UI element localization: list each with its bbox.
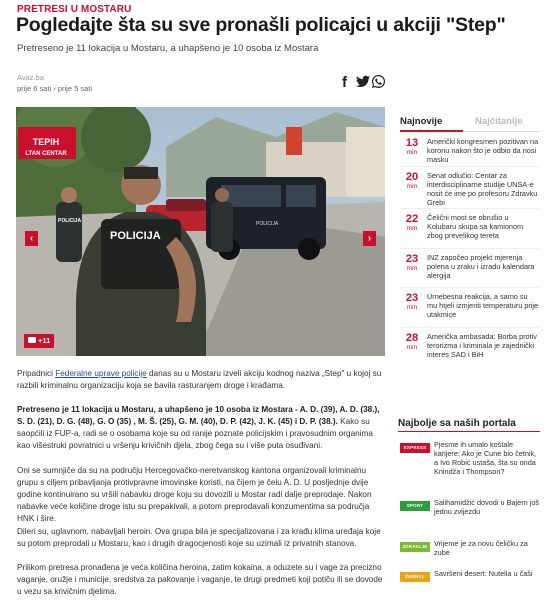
news-time: 13 min bbox=[405, 137, 419, 156]
portals-divider bbox=[398, 431, 540, 432]
portal-title[interactable]: Pjesme ih umalo koštale karijere: Ako je Cune bio četnik, a Ivo Robić ustaša, šta su onda Knindža i Thompson? bbox=[434, 440, 537, 476]
news-time: 28 min bbox=[405, 332, 419, 351]
news-time: 22 min bbox=[405, 213, 419, 232]
article-paragraph-4: Dileri su, uglavnom, nabavljali heroin. Ova grupa bila je specijalizovana i za krađu klima uređaja koje su potom preprodali u Mostaru, kao i drugih dragocjenosti koje su uzimali iz privatnih stanova. bbox=[17, 527, 381, 548]
news-title[interactable]: INZ započeo projekt mjerenja polena u zraku i izradu kalendara alergija bbox=[427, 253, 535, 280]
twitter-icon bbox=[356, 75, 370, 88]
article-paragraph-5: Prilikom pretresa pronađena je veća količina heroina, zatim kokaina, a oduzete su i vage za precizno vaganje, oružje i municije, sredstva za pakovanje i vaganje, te drugi predmeti koji potiču ili se dovode u vezu sa krivičnim djelima. bbox=[17, 563, 383, 596]
sidebar-tabs bbox=[400, 115, 540, 132]
photo-next-button[interactable]: › bbox=[363, 231, 376, 246]
news-title[interactable]: Čelični most se obrušio u Kolubaru skupa sa kamionom zbog prevelikog tereta bbox=[427, 213, 524, 240]
gallery-count-badge[interactable] bbox=[24, 334, 54, 348]
latest-news-list bbox=[400, 136, 540, 369]
portal-item-sport[interactable] bbox=[400, 498, 542, 531]
article-headline: Pogledajte šta su sve pronašli policajci u akciji "Step" bbox=[16, 14, 506, 36]
portal-item-zdravlje[interactable] bbox=[400, 539, 542, 572]
photo-prev-button[interactable]: ‹ bbox=[25, 231, 38, 246]
tab-most-read[interactable]: Najčitanije bbox=[475, 116, 523, 127]
whatsapp-share-button[interactable] bbox=[372, 75, 385, 88]
portals-heading: Najbolje sa naših portala bbox=[398, 418, 516, 429]
news-item[interactable] bbox=[400, 170, 540, 209]
news-item[interactable] bbox=[400, 252, 540, 288]
van-police-label: POLICIJA bbox=[256, 221, 279, 227]
article-paragraph-2: Pretreseno je 11 lokacija u Mostaru, a uhapšeno je 10 osoba iz Mostara - A. D. (39), A. D. (38.), S. D. (21), D. G. (48), G. O (35) , M. Š. (25), G. M. (40), D. P. (42), J. K. (45) i D. P. (38.). Kako su saopćili iz FUP-a, radi se o osobama koje su od ranije poznate policijskim i pravosudnim organima kao višestruki povratnici u vršenju krivičnih djela, zbog čega su i više puta osuđivani. bbox=[17, 405, 380, 450]
news-item[interactable] bbox=[400, 331, 540, 366]
article-time: prije 6 sati › prije 5 sati bbox=[17, 84, 93, 93]
article-kicker: PRETRESI U MOSTARU bbox=[17, 4, 132, 15]
portal-badge: EXPRESS bbox=[400, 443, 430, 453]
store-sign-text: TEPIH bbox=[32, 137, 60, 147]
article-lead: Pretreseno je 11 lokacija u Mostaru, a uhapšeno je 10 osoba iz Mostara bbox=[17, 43, 319, 54]
portal-title[interactable]: Salihamidžić dovodi u Bajern još jednu zvijezdu bbox=[434, 498, 540, 516]
news-time: 23 min bbox=[405, 292, 419, 311]
tab-latest[interactable]: Najnovije bbox=[400, 115, 463, 132]
portal-title[interactable]: Savršeni desert: Nutella u čaši bbox=[434, 569, 533, 578]
twitter-share-button[interactable] bbox=[356, 75, 370, 88]
fup-link[interactable]: Federalne uprave policije bbox=[55, 369, 147, 378]
portal-title[interactable]: Vrijeme je za novu čeličku za zube bbox=[434, 539, 528, 557]
officer-back-label: POLICIJA bbox=[110, 230, 161, 242]
facebook-share-button[interactable] bbox=[342, 75, 347, 90]
news-item[interactable] bbox=[400, 136, 540, 167]
portal-item-zurnal[interactable] bbox=[400, 569, 542, 600]
article-photo[interactable] bbox=[16, 107, 385, 356]
portal-badge: ŽURNAL bbox=[400, 572, 430, 582]
officer-back-label-small: POLICIJA bbox=[58, 218, 82, 224]
camera-icon bbox=[28, 337, 36, 343]
article-paragraph-3: Oni se sumnjiče da su na području Hercegovačko-neretvanskog kantona organizovali kriminalnu grupu s ciljem pribavljanja protivpravne imovinske koristi, na čijem je čelu A. D. U posljednje dvije godine kontinuirano su vršili nabavku droge koju su dovozili u Mostar radi dalje preprodaje. Nakon nabavke veće količine droge istu su prepakivali, a potom preprodavali konzumentima sa područja HNK i šire. bbox=[17, 466, 372, 523]
gallery-count: +11 bbox=[38, 336, 51, 345]
article-paragraph-1: Pripadnici Federalne uprave policije danas su u Mostaru izveli akciju kodnog naziva „Step" u kojoj su razbili kriminalnu organizaciju koja se bavila rasturanjem droge i krađama. bbox=[17, 369, 382, 390]
news-item[interactable] bbox=[400, 212, 540, 249]
portal-badge: SPORT bbox=[400, 501, 430, 511]
news-item[interactable] bbox=[400, 291, 540, 328]
portal-badge: ZDRAVLJE bbox=[400, 542, 430, 552]
portal-item-express[interactable] bbox=[400, 440, 542, 476]
news-time: 23 min bbox=[405, 253, 419, 272]
news-time: 20 min bbox=[405, 171, 419, 190]
news-title[interactable]: Američka ambasada: Borba protiv terorizma i kriminala je zajednički interes SAD i BiH bbox=[427, 332, 537, 359]
whatsapp-icon bbox=[372, 75, 385, 88]
news-title[interactable]: Senat odlučio: Centar za interdisciplinarne studije UNSA-e nosit će ime po profesoru Zdravku Grebi bbox=[427, 171, 538, 207]
store-sign-subtext: LTAN CENTAR bbox=[25, 151, 67, 157]
article-source[interactable]: Avaz.ba bbox=[17, 73, 44, 82]
news-title[interactable]: Urnebesna reakcija, a samo su mu htjeli izmjeriti temperaturu prije utakmice bbox=[427, 292, 539, 319]
facebook-icon: f bbox=[342, 74, 347, 91]
police-scene-image bbox=[16, 107, 385, 356]
news-title[interactable]: Američki kongresmen pozitivan na koronu nakon što je odbio da nosi masku bbox=[427, 137, 539, 164]
